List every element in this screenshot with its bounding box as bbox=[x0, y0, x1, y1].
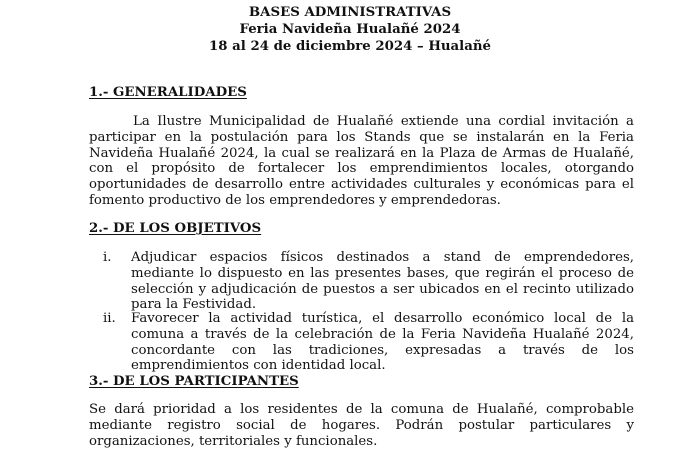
list-item-number: i. bbox=[103, 250, 112, 265]
section-heading-generalidades: 1.- GENERALIDADES bbox=[89, 85, 247, 100]
header-dates: 18 al 24 de diciembre 2024 – Hualañé bbox=[209, 39, 491, 54]
section-heading-participantes: 3.- DE LOS PARTICIPANTES bbox=[89, 374, 299, 389]
section-heading-objetivos: 2.- DE LOS OBJETIVOS bbox=[89, 221, 262, 236]
header-event-name: Feria Navideña Hualañé 2024 bbox=[239, 22, 461, 37]
list-item-number: ii. bbox=[103, 311, 116, 326]
generalidades-text: La Ilustre Municipalidad de Hualañé extiende una cordial invitación a participar en la postulación para los Stands que se instalarán en la Feria Navideña Hualañé 2024, la cual se realizará en la Plaza de Armas de Hualañé, con el propósito de fortalecer los emprendimientos locales, otorgando oportunidades de desarrollo entre actividades culturales y económicas para el fomento productivo de los emprendedores y emprendedoras. bbox=[89, 114, 634, 208]
list-item-text: Adjudicar espacios físicos destinados a stand de emprendedores, mediante lo dispuesto en las presentes bases, que regirán el proceso de selección y adjudicación de puestos a ser ubicados en el recinto utilizado para la Festividad. bbox=[131, 250, 634, 313]
header-title: BASES ADMINISTRATIVAS bbox=[248, 5, 452, 20]
section-body-participantes: Se dará prioridad a los residentes de la comuna de Hualañé, comprobable mediante registro social de hogares. Podrán postular particulares y organizaciones, territoriales y funcionales. bbox=[89, 402, 634, 449]
list-item-text: Favorecer la actividad turística, el desarrollo económico local de la comuna a través de la celebración de la Feria Navideña Hualañé 2024, concordante con las tradiciones, expresadas a través de los emprendimientos con identidad local. bbox=[131, 311, 634, 374]
section-body-generalidades bbox=[89, 114, 634, 209]
document-header bbox=[0, 0, 700, 55]
